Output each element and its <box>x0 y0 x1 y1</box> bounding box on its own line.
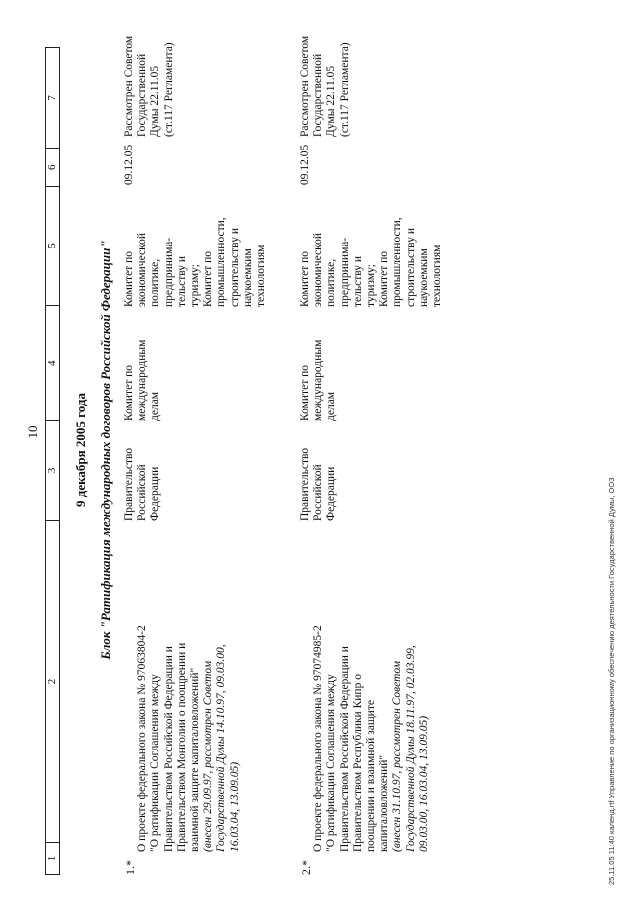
note: Рассмотрен Советом Государственной Думы 22.11.05 (ст.117 Регламента) <box>299 35 351 137</box>
column-number: 4 <box>46 305 59 420</box>
column-number: 6 <box>46 148 59 186</box>
row-number: 2.* <box>299 860 313 875</box>
consideration-date: 09.12.05 <box>123 144 135 185</box>
document-page <box>15 15 625 885</box>
column-number: 7 <box>46 95 58 101</box>
initiator: Правительство Российской Федерации <box>299 447 338 521</box>
table-row <box>299 15 474 885</box>
bill-history: (внесен 31.10.97, рассмотрен Советом Государственной Думы 18.11.97, 02.03.99, 09.03.00, 16.03.04, 13.09.05) <box>391 645 430 852</box>
block-heading: Блок "Ратификация международных договоров Российской Федерации" <box>98 240 113 660</box>
consideration-date: 09.12.05 <box>299 144 311 185</box>
initiator: Правительство Российской Федерации <box>123 447 162 521</box>
bill-title-text: О проекте федерального закона № 97074985-2 "О ратификации Соглашения между Правительством Российской Федерации и Правительством Республики Кипр о поощрении и взаимной защите капиталовложений" <box>312 625 391 852</box>
column-number-header <box>45 47 60 875</box>
bill-title-text: О проекте федерального закона № 97063804-2 "О ратификации Соглашения между Правительством Российской Федерации и Правительством Монголии о поощрении и взаимной защите капиталовложений" <box>136 625 202 852</box>
column-number: 2 <box>46 520 59 842</box>
column-number: 5 <box>46 186 59 306</box>
date-heading: 9 декабря 2005 года <box>73 393 88 507</box>
bill-title <box>123 526 255 852</box>
bill-history: (внесен 29.09.97, рассмотрен Советом Государственной Думы 14.10.97, 09.03.00, 16.03.04, 13.09.05) <box>202 644 241 852</box>
co-executor-committees: Комитет по экономической политике, предпринима- тельству и туризму; Комитет по промышленности, строительству и наукоемким технологиям <box>123 217 268 307</box>
note: Рассмотрен Советом Государственной Думы 22.11.05 (ст.117 Регламента) <box>123 35 175 137</box>
page-number: 10 <box>25 425 40 439</box>
responsible-committee: Комитет по международным делам <box>123 339 162 421</box>
bill-title <box>299 526 444 852</box>
responsible-committee: Комитет по международным делам <box>299 339 338 421</box>
table-row <box>123 15 298 885</box>
column-number: 1 <box>46 842 59 874</box>
page-footer: 25.11.05 11:40 календ.rtf Управление по организационному обеспечению деятельности Государственной Думы, ООЗ <box>607 477 616 885</box>
column-number: 3 <box>46 420 59 520</box>
row-number: 1.* <box>123 860 137 875</box>
co-executor-committees: Комитет по экономической политике, предпринима- тельству и туризму; Комитет по промышленности, строительству и наукоемким технологиям <box>299 217 444 307</box>
